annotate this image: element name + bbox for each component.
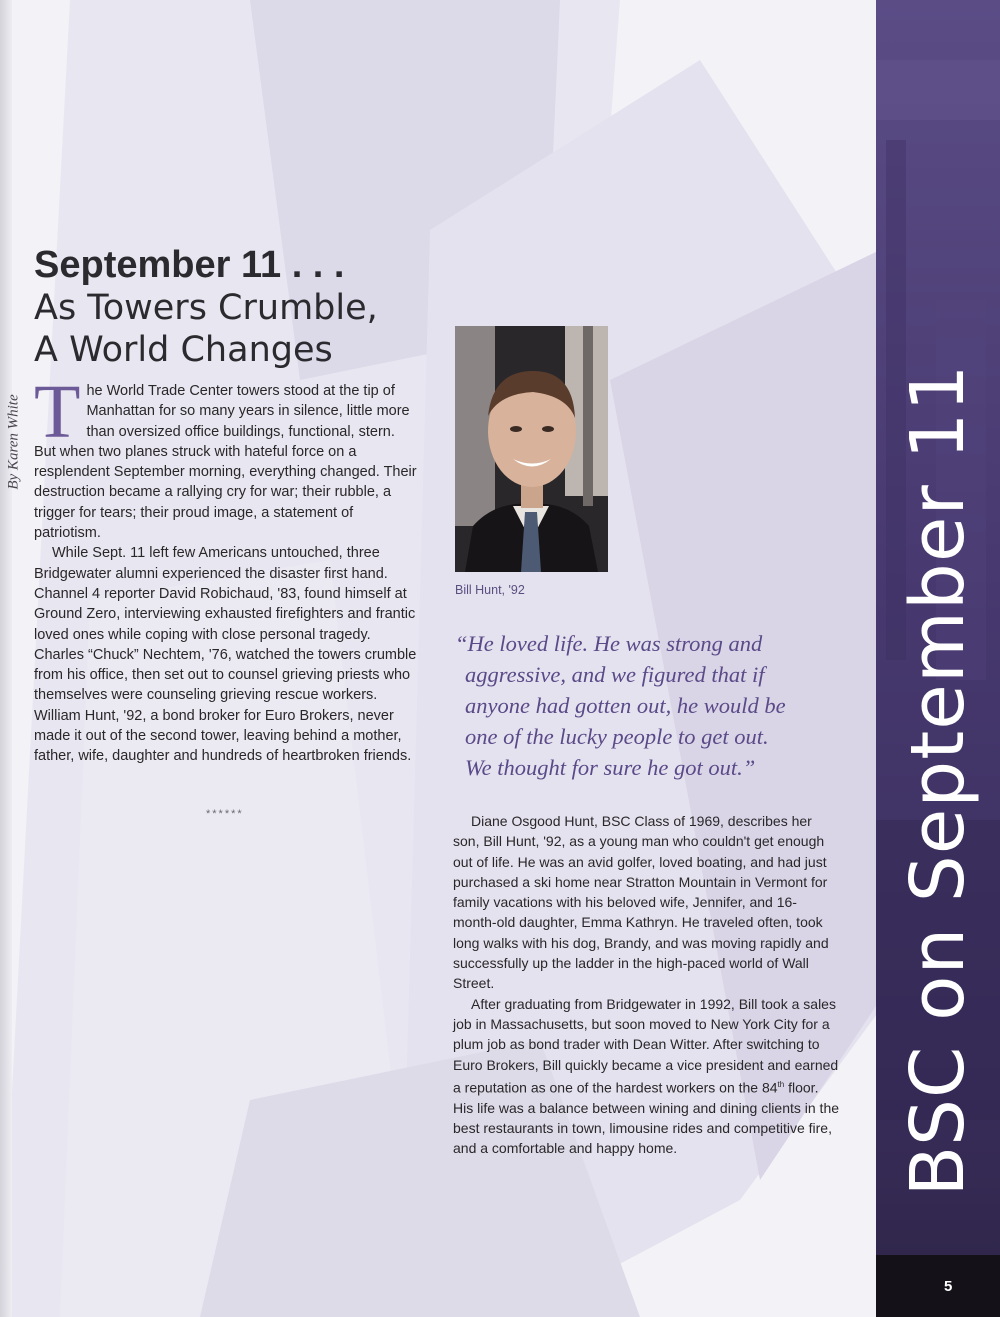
section-sidebar: [876, 0, 1000, 1317]
page-number: 5: [944, 1278, 953, 1295]
article-body-right: [453, 811, 839, 1159]
quote-line: “He loved life. He was strong and: [455, 631, 763, 656]
paragraph: While Sept. 11 left few Americans untouched, three Bridgewater alumni experienced the disaster first hand. Channel 4 reporter David Robichaud, '83, found himself at Ground Zero, interviewing exhausted firefighters and frantic loved ones while coping with close personal tragedy. Charles “Chuck” Nechtem, '76, watched the towers crumble from his office, then set out to counsel grieving priests who themselves were counseling grieving rescue workers. William Hunt, '92, a bond broker for Euro Brokers, never made it out of the second tower, leaving behind a mother, father, wife, daughter and hundreds of heartbroken friends.: [34, 545, 417, 765]
paragraph-text: After graduating from Bridgewater in 1992, Bill took a sales job in Massachusetts, but soon moved to New York City for a plum job as bond trader with Dean Witter. After switching to Euro Brokers, Bill quickly became a vice president and earned a reputation as one of the hardest workers on the 84: [453, 995, 839, 1096]
pull-quote: [455, 628, 845, 783]
byline: By Karen White: [5, 394, 22, 490]
paragraph: [34, 370, 420, 543]
section-separator: ******: [206, 808, 244, 820]
ordinal-suffix: th: [777, 1079, 785, 1089]
portrait-illustration: [455, 326, 608, 572]
headline-line-2: As Towers Crumble,: [34, 288, 378, 328]
quote-line: one of the lucky people to get out.: [465, 724, 769, 749]
headline-line-1: September 11 . . .: [34, 244, 345, 286]
quote-line: We thought for sure he got out.”: [465, 755, 756, 780]
paragraph-text: floor. His life was a balance between wining and dining clients in the best restaurants in town, limousine rides and competitive fire, and a comfortable and happy home.: [453, 1079, 840, 1157]
sidebar-footer-bar: [876, 1255, 1000, 1317]
photo-caption: Bill Hunt, '92: [455, 583, 525, 597]
paragraph: Diane Osgood Hunt, BSC Class of 1969, describes her son, Bill Hunt, '92, as a young man who couldn't get enough out of life. He was an avid golfer, loved boating, and had just purchased a ski home near Stratton Mountain in Vermont for family vacations with his beloved wife, Jennifer, and 16-month-old daughter, Emma Kathryn. He traveled often, took long walks with his dog, Brandy, and was moving rapidly and successfully up the ladder in the high-paced world of Wall Street.: [453, 813, 829, 992]
article-headline: [34, 243, 454, 371]
article-body-left: [34, 370, 420, 767]
drop-cap: T: [34, 370, 81, 454]
section-title: BSC on September 11: [895, 363, 981, 1197]
paragraph-text: he World Trade Center towers stood at the tip of Manhattan for so many years in silence, little more than oversized office buildings, functional, stern. But when two planes struck with hateful force on a resplendent September morning, everything changed. Their destruction became a rallying cry for war; their rubble, a trigger for tears; their proud image, a statement of patriotism.: [34, 383, 417, 542]
paragraph: [453, 994, 839, 1159]
quote-line: anyone had gotten out, he would be: [465, 693, 786, 718]
portrait-photo: [455, 326, 608, 572]
quote-line: aggressive, and we figured that if: [465, 662, 765, 687]
headline-line-3: A World Changes: [34, 330, 333, 370]
page-spine-shadow: [0, 0, 12, 1317]
